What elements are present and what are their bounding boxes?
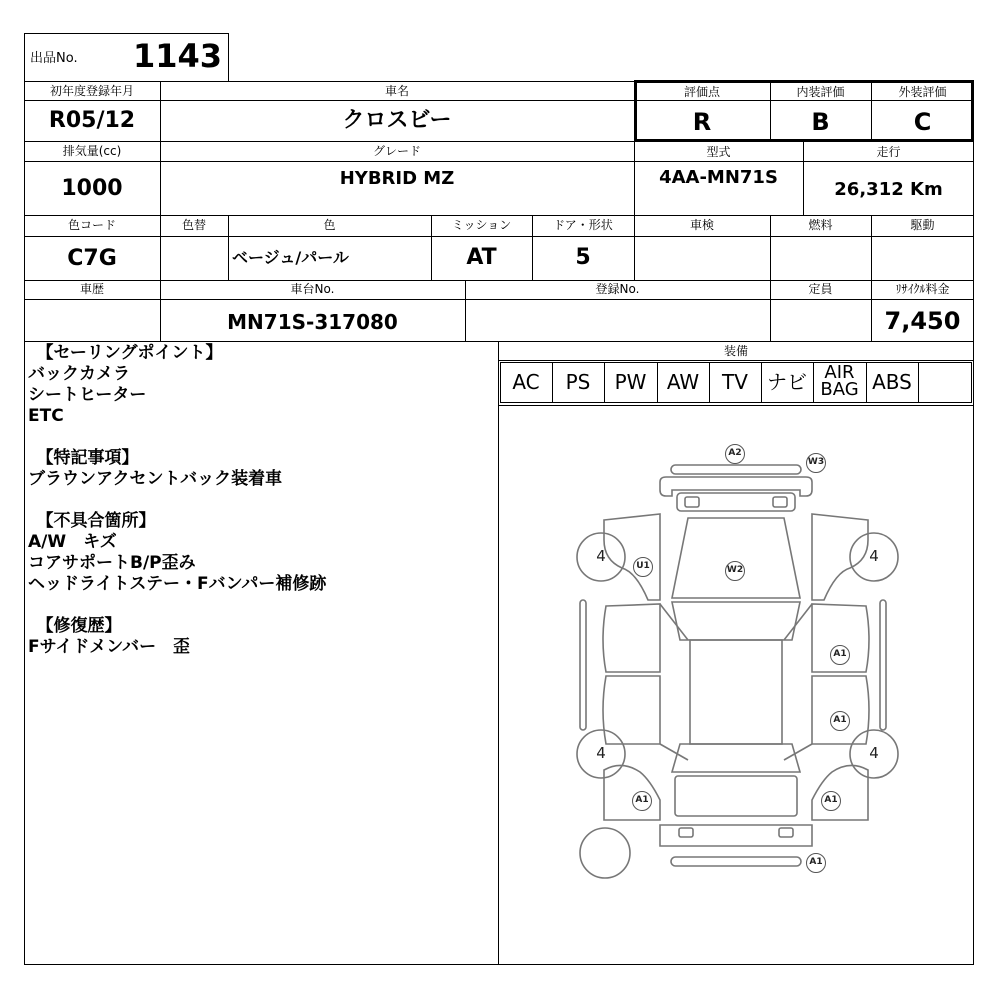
doors-label: ドア・形状 [553,218,613,232]
equipment-ac: AC [512,370,540,394]
mileage-value: 26,312 Km [834,179,943,200]
recycle-value: 7,450 [884,307,961,335]
equipment-label: 装備 [723,344,748,358]
notes-line: Fサイドメンバー 歪 [28,637,191,657]
capacity-label: 定員 [808,282,833,296]
damage-mark-rear-left: A1 [632,791,652,811]
notes-line: ブラウンアクセントバック装着車 [28,469,283,489]
notes-line: 【修復歴】 [28,616,122,636]
notes-line: コアサポートB/P歪み [28,553,196,573]
notes-line: 【特記事項】 [28,448,139,468]
mileage-label: 走行 [876,145,901,159]
damage-mark-front-right: W3 [806,453,826,473]
history-label: 車歴 [79,282,104,296]
equipment-ps: PS [565,370,591,394]
color-code-value: C7G [67,246,117,271]
transmission-label: ミッション [451,218,512,232]
notes-line: バックカメラ [28,364,130,384]
notes-line: ETC [28,406,64,426]
car-name-label: 車名 [384,84,409,98]
recycle-label: ﾘｻｲｸﾙ料金 [895,282,950,296]
grade-value: HYBRID MZ [339,168,455,189]
interior-label: 内装評価 [796,85,845,99]
exterior-label: 外装評価 [898,85,947,99]
notes-line: ヘッドライトステー・Fバンパー補修跡 [28,574,327,594]
grade-label: グレード [372,144,421,158]
first-reg-value: R05/12 [48,108,136,133]
car-diagram [498,406,974,964]
first-reg-label: 初年度登録年月 [49,84,134,98]
score-label: 評価点 [683,85,720,99]
damage-mark-rear-bumper: A1 [806,853,826,873]
repaint-label: 色替 [181,218,206,232]
tire-front-left: 4 [596,547,606,565]
chassis-value: MN71S-317080 [227,310,398,334]
car-name-value: クロスビー [342,108,452,133]
interior-value: B [811,108,830,136]
drive-label: 駆動 [910,218,935,232]
fuel-label: 燃料 [808,218,833,232]
damage-mark-front-bumper: A2 [725,444,745,464]
reg-no-label: 登録No. [595,282,640,296]
damage-mark-right-rear-door: A1 [830,711,850,731]
notes-line: 【不具合箇所】 [28,511,156,531]
inspection-label: 車検 [689,218,714,232]
tire-rear-right: 4 [869,744,879,762]
score-value: R [692,108,712,136]
notes-line [28,490,493,511]
equipment-navi: ナビ [767,370,807,394]
doors-value: 5 [575,245,591,270]
notes-line [28,427,493,448]
notes-line: シートヒーター [28,385,147,405]
tire-front-right: 4 [869,547,879,565]
equipment-abs: ABS [872,370,912,394]
displacement-value: 1000 [61,176,123,201]
transmission-value: AT [466,245,497,270]
notes-line: A/W キズ [28,532,117,552]
displacement-label: 排気量(cc) [62,144,122,158]
notes-panel [28,343,493,658]
damage-mark-rear-right: A1 [821,791,841,811]
equipment-tv: TV [722,370,748,394]
equipment-airbag: AIR BAG [820,362,859,400]
equipment-aw: AW [666,370,700,394]
color-label: 色 [323,218,336,232]
chassis-label: 車台No. [290,282,335,296]
notes-line [28,595,493,616]
color-value: ベージュ/パール [232,248,349,267]
notes-line: 【セーリングポイント】 [28,343,223,363]
equipment-pw: PW [614,370,647,394]
model-value: 4AA-MN71S [659,167,778,188]
damage-mark-right-front-door: A1 [830,645,850,665]
tire-rear-left: 4 [596,744,606,762]
damage-mark-front-left-fender: U1 [633,557,653,577]
lot-number-label: 出品No. [30,51,78,66]
color-code-label: 色コード [67,218,116,232]
model-label: 型式 [706,145,731,159]
damage-mark-hood: W2 [725,561,745,581]
lot-number: 1143 [132,37,223,75]
exterior-value: C [913,108,932,136]
